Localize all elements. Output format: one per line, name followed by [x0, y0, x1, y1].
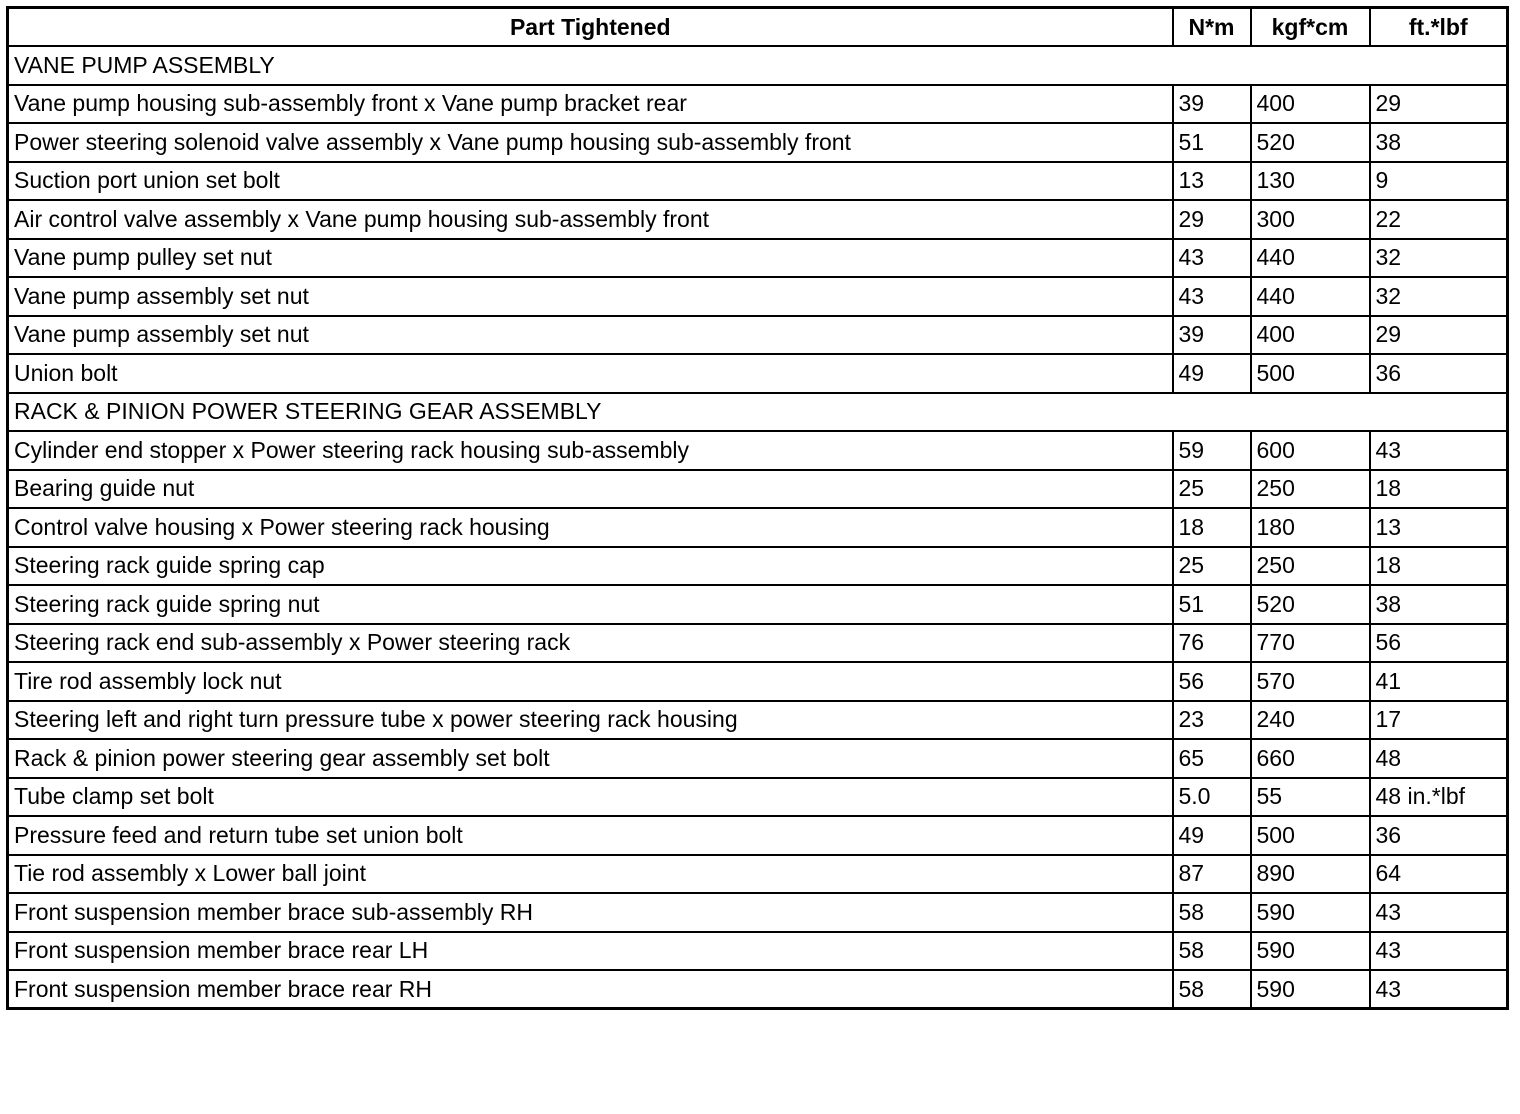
table-row: [8, 855, 1508, 894]
table-row: [8, 123, 1508, 162]
table-row: [8, 354, 1508, 393]
part-name-cell: Steering left and right turn pressure tube x power steering rack housing: [8, 701, 1173, 740]
header-row: [8, 8, 1508, 47]
part-name-cell: Air control valve assembly x Vane pump housing sub-assembly front: [8, 200, 1173, 239]
nm-value-cell: 51: [1173, 123, 1251, 162]
ft-lbf-value-cell: 43: [1370, 431, 1508, 470]
part-name-cell: Vane pump assembly set nut: [8, 277, 1173, 316]
kgf-cm-value-cell: 520: [1251, 585, 1370, 624]
nm-value-cell: 43: [1173, 239, 1251, 278]
kgf-cm-value-cell: 400: [1251, 85, 1370, 124]
table-row: [8, 893, 1508, 932]
part-name-cell: Front suspension member brace rear LH: [8, 932, 1173, 971]
nm-value-cell: 13: [1173, 162, 1251, 201]
table-row: [8, 816, 1508, 855]
ft-lbf-value-cell: 38: [1370, 123, 1508, 162]
ft-lbf-value-cell: 48 in.*lbf: [1370, 778, 1508, 817]
table-row: [8, 508, 1508, 547]
kgf-cm-value-cell: 55: [1251, 778, 1370, 817]
ft-lbf-value-cell: 29: [1370, 316, 1508, 355]
header-ft-lbf: ft.*lbf: [1370, 8, 1508, 47]
part-name-cell: Power steering solenoid valve assembly x Vane pump housing sub-assembly front: [8, 123, 1173, 162]
ft-lbf-value-cell: 18: [1370, 547, 1508, 586]
part-name-cell: Union bolt: [8, 354, 1173, 393]
nm-value-cell: 43: [1173, 277, 1251, 316]
header-nm: N*m: [1173, 8, 1251, 47]
nm-value-cell: 76: [1173, 624, 1251, 663]
nm-value-cell: 39: [1173, 85, 1251, 124]
kgf-cm-value-cell: 180: [1251, 508, 1370, 547]
ft-lbf-value-cell: 9: [1370, 162, 1508, 201]
part-name-cell: Vane pump pulley set nut: [8, 239, 1173, 278]
header-kgf-cm: kgf*cm: [1251, 8, 1370, 47]
kgf-cm-value-cell: 240: [1251, 701, 1370, 740]
nm-value-cell: 87: [1173, 855, 1251, 894]
kgf-cm-value-cell: 500: [1251, 354, 1370, 393]
kgf-cm-value-cell: 440: [1251, 277, 1370, 316]
part-name-cell: Control valve housing x Power steering rack housing: [8, 508, 1173, 547]
table-row: [8, 547, 1508, 586]
part-name-cell: Tube clamp set bolt: [8, 778, 1173, 817]
kgf-cm-value-cell: 660: [1251, 739, 1370, 778]
part-name-cell: Steering rack guide spring cap: [8, 547, 1173, 586]
part-name-cell: Front suspension member brace rear RH: [8, 970, 1173, 1009]
kgf-cm-value-cell: 520: [1251, 123, 1370, 162]
kgf-cm-value-cell: 130: [1251, 162, 1370, 201]
nm-value-cell: 58: [1173, 932, 1251, 971]
part-name-cell: Steering rack guide spring nut: [8, 585, 1173, 624]
kgf-cm-value-cell: 770: [1251, 624, 1370, 663]
nm-value-cell: 65: [1173, 739, 1251, 778]
nm-value-cell: 25: [1173, 470, 1251, 509]
kgf-cm-value-cell: 590: [1251, 970, 1370, 1009]
part-name-cell: Pressure feed and return tube set union bolt: [8, 816, 1173, 855]
ft-lbf-value-cell: 29: [1370, 85, 1508, 124]
nm-value-cell: 29: [1173, 200, 1251, 239]
table-row: [8, 970, 1508, 1009]
table-row: [8, 585, 1508, 624]
kgf-cm-value-cell: 890: [1251, 855, 1370, 894]
kgf-cm-value-cell: 250: [1251, 547, 1370, 586]
table-row: [8, 239, 1508, 278]
ft-lbf-value-cell: 56: [1370, 624, 1508, 663]
kgf-cm-value-cell: 300: [1251, 200, 1370, 239]
torque-specification-table: [6, 6, 1509, 1010]
nm-value-cell: 56: [1173, 662, 1251, 701]
nm-value-cell: 18: [1173, 508, 1251, 547]
table-row: [8, 200, 1508, 239]
ft-lbf-value-cell: 32: [1370, 277, 1508, 316]
table-body: [8, 46, 1508, 1009]
kgf-cm-value-cell: 600: [1251, 431, 1370, 470]
part-name-cell: Cylinder end stopper x Power steering rack housing sub-assembly: [8, 431, 1173, 470]
ft-lbf-value-cell: 38: [1370, 585, 1508, 624]
nm-value-cell: 39: [1173, 316, 1251, 355]
header-part-tightened: Part Tightened: [8, 8, 1173, 47]
table-row: [8, 431, 1508, 470]
table-row: [8, 85, 1508, 124]
nm-value-cell: 59: [1173, 431, 1251, 470]
part-name-cell: Front suspension member brace sub-assembly RH: [8, 893, 1173, 932]
kgf-cm-value-cell: 400: [1251, 316, 1370, 355]
part-name-cell: Vane pump assembly set nut: [8, 316, 1173, 355]
ft-lbf-value-cell: 18: [1370, 470, 1508, 509]
kgf-cm-value-cell: 590: [1251, 932, 1370, 971]
part-name-cell: Tie rod assembly x Lower ball joint: [8, 855, 1173, 894]
part-name-cell: Suction port union set bolt: [8, 162, 1173, 201]
ft-lbf-value-cell: 43: [1370, 932, 1508, 971]
ft-lbf-value-cell: 17: [1370, 701, 1508, 740]
nm-value-cell: 58: [1173, 970, 1251, 1009]
table-row: [8, 624, 1508, 663]
ft-lbf-value-cell: 13: [1370, 508, 1508, 547]
table-row: [8, 162, 1508, 201]
ft-lbf-value-cell: 32: [1370, 239, 1508, 278]
table-row: [8, 470, 1508, 509]
ft-lbf-value-cell: 43: [1370, 893, 1508, 932]
ft-lbf-value-cell: 48: [1370, 739, 1508, 778]
part-name-cell: Steering rack end sub-assembly x Power steering rack: [8, 624, 1173, 663]
table-row: [8, 932, 1508, 971]
part-name-cell: Tire rod assembly lock nut: [8, 662, 1173, 701]
table-row: [8, 778, 1508, 817]
kgf-cm-value-cell: 590: [1251, 893, 1370, 932]
nm-value-cell: 23: [1173, 701, 1251, 740]
nm-value-cell: 49: [1173, 354, 1251, 393]
kgf-cm-value-cell: 250: [1251, 470, 1370, 509]
kgf-cm-value-cell: 570: [1251, 662, 1370, 701]
ft-lbf-value-cell: 43: [1370, 970, 1508, 1009]
part-name-cell: Rack & pinion power steering gear assembly set bolt: [8, 739, 1173, 778]
table-row: [8, 739, 1508, 778]
nm-value-cell: 51: [1173, 585, 1251, 624]
kgf-cm-value-cell: 440: [1251, 239, 1370, 278]
ft-lbf-value-cell: 36: [1370, 354, 1508, 393]
nm-value-cell: 5.0: [1173, 778, 1251, 817]
ft-lbf-value-cell: 64: [1370, 855, 1508, 894]
nm-value-cell: 49: [1173, 816, 1251, 855]
table-row: [8, 277, 1508, 316]
kgf-cm-value-cell: 500: [1251, 816, 1370, 855]
table-row: [8, 701, 1508, 740]
table-row: [8, 662, 1508, 701]
table-row: [8, 316, 1508, 355]
ft-lbf-value-cell: 36: [1370, 816, 1508, 855]
section-row: [8, 46, 1508, 85]
ft-lbf-value-cell: 22: [1370, 200, 1508, 239]
part-name-cell: Bearing guide nut: [8, 470, 1173, 509]
section-title: RACK & PINION POWER STEERING GEAR ASSEMBLY: [8, 393, 1508, 432]
nm-value-cell: 25: [1173, 547, 1251, 586]
ft-lbf-value-cell: 41: [1370, 662, 1508, 701]
part-name-cell: Vane pump housing sub-assembly front x Vane pump bracket rear: [8, 85, 1173, 124]
nm-value-cell: 58: [1173, 893, 1251, 932]
section-title: VANE PUMP ASSEMBLY: [8, 46, 1508, 85]
section-row: [8, 393, 1508, 432]
